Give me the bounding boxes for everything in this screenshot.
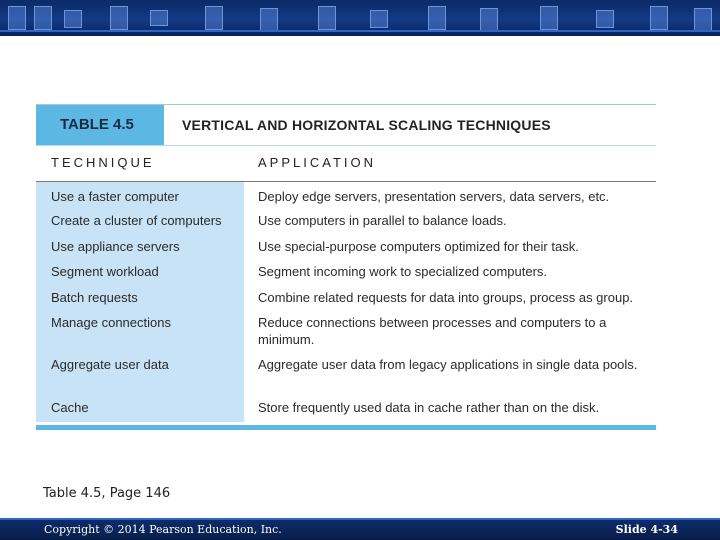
banner-decoration [150, 10, 168, 26]
banner-decoration [260, 8, 278, 32]
technique-cell: Cache [51, 400, 89, 415]
technique-cell: Use appliance servers [51, 239, 180, 254]
application-cell: Store frequently used data in cache rather than on the disk. [258, 400, 600, 415]
technique-cell: Segment workload [51, 264, 159, 279]
footer-bar [0, 518, 720, 540]
technique-cell: Use a faster computer [51, 189, 179, 204]
table-caption: Table 4.5, Page 146 [43, 486, 171, 501]
table-number: TABLE 4.5 [36, 105, 164, 145]
technique-cell: Create a cluster of computers [51, 213, 222, 228]
banner-decoration [540, 6, 558, 30]
table-header [36, 105, 656, 146]
banner-decoration [8, 6, 26, 30]
banner-decoration [64, 10, 82, 28]
technique-cell: Batch requests [51, 290, 138, 305]
banner-decoration [650, 6, 668, 30]
technique-cell: Manage connections [51, 315, 171, 330]
copyright-text: Copyright © 2014 Pearson Education, Inc. [44, 523, 282, 536]
banner-decoration [110, 6, 128, 30]
application-cell: Use special-purpose computers optimized for their task. [258, 239, 579, 254]
banner-decoration [694, 8, 712, 32]
column-header-technique: TECHNIQUE [51, 155, 155, 170]
top-banner [0, 0, 720, 36]
banner-rule [0, 30, 720, 32]
table-bottom-rule [36, 425, 656, 430]
application-cell: Aggregate user data from legacy applications in single data pools. [258, 357, 638, 372]
application-cell: Reduce connections between processes and computers to a minimum. [258, 315, 607, 347]
banner-decoration [34, 6, 52, 30]
table-title: VERTICAL AND HORIZONTAL SCALING TECHNIQUES [182, 117, 551, 133]
banner-decoration [318, 6, 336, 30]
banner-decoration [480, 8, 498, 32]
application-cell: Combine related requests for data into groups, process as group. [258, 290, 634, 305]
technique-cell: Aggregate user data [51, 357, 169, 372]
application-cell: Deploy edge servers, presentation servers, data servers, etc. [258, 189, 610, 204]
banner-decoration [596, 10, 614, 28]
banner-decoration [428, 6, 446, 30]
column-header-row [36, 149, 656, 182]
slide-number: Slide 4-34 [615, 523, 678, 536]
column-header-application: APPLICATION [258, 155, 377, 170]
application-cell: Segment incoming work to specialized computers. [258, 264, 548, 279]
banner-decoration [205, 6, 223, 30]
application-cell: Use computers in parallel to balance loads. [258, 213, 507, 228]
banner-decoration [370, 10, 388, 28]
scaling-techniques-table [36, 104, 656, 431]
